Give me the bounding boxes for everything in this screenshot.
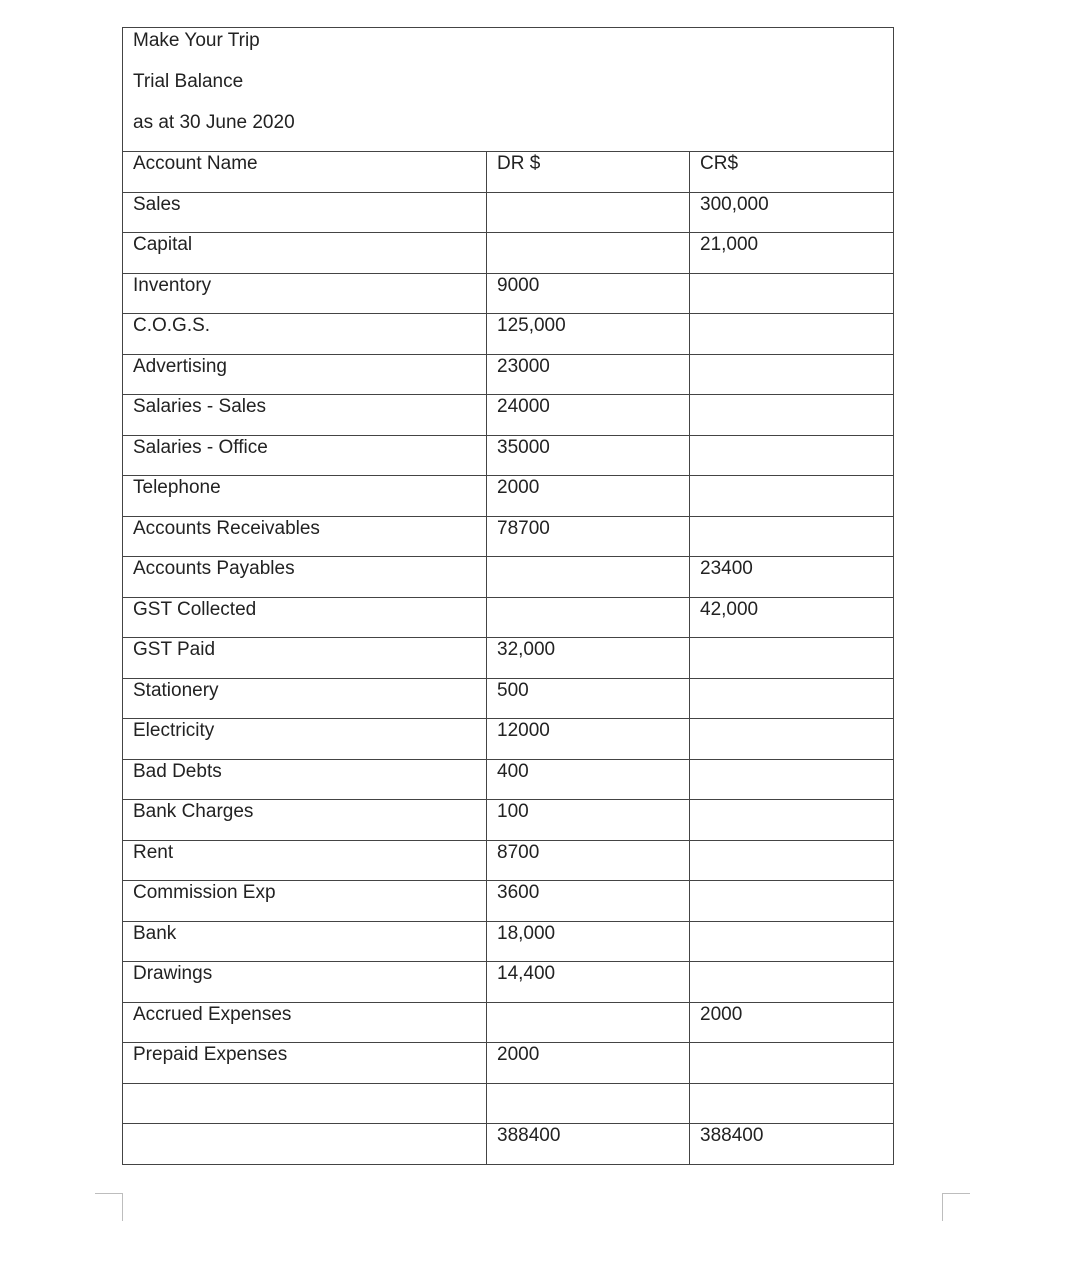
dr-cell: 100 [487, 800, 690, 841]
table-row [123, 557, 894, 598]
cr-cell [690, 435, 894, 476]
trial-balance-table [122, 27, 894, 1165]
account-cell: Capital [123, 233, 487, 274]
account-cell: GST Collected [123, 597, 487, 638]
cr-cell: 42,000 [690, 597, 894, 638]
report-title: Trial Balance [133, 71, 244, 92]
cr-cell: 300,000 [690, 192, 894, 233]
account-cell: Commission Exp [123, 881, 487, 922]
cr-cell [690, 638, 894, 679]
table-row [123, 354, 894, 395]
dr-cell: 9000 [487, 273, 690, 314]
table-row [123, 516, 894, 557]
account-cell: Sales [123, 192, 487, 233]
cr-cell [690, 921, 894, 962]
report-date: as at 30 June 2020 [133, 112, 295, 133]
cr-cell [690, 962, 894, 1003]
table-row [123, 192, 894, 233]
cr-cell: 23400 [690, 557, 894, 598]
dr-cell [487, 233, 690, 274]
totals-label-cell [123, 1124, 487, 1165]
account-cell: Accrued Expenses [123, 1002, 487, 1043]
margin-mark-right-vertical [942, 1193, 943, 1221]
dr-cell: 125,000 [487, 314, 690, 355]
table-row [123, 395, 894, 436]
account-cell: Accounts Receivables [123, 516, 487, 557]
table-row [123, 921, 894, 962]
cr-cell [690, 476, 894, 517]
table-row [123, 476, 894, 517]
table-row [123, 1043, 894, 1084]
dr-cell: 2000 [487, 1043, 690, 1084]
title-block [123, 28, 894, 152]
table-row [123, 678, 894, 719]
cr-cell [690, 881, 894, 922]
header-row [123, 152, 894, 193]
cr-cell [690, 1083, 894, 1124]
margin-mark-left-horizontal [95, 1193, 123, 1194]
dr-cell: 12000 [487, 719, 690, 760]
table-row [123, 435, 894, 476]
table-row [123, 597, 894, 638]
table-row [123, 759, 894, 800]
cr-cell [690, 354, 894, 395]
dr-cell [487, 557, 690, 598]
account-cell [123, 1083, 487, 1124]
account-cell: Bank Charges [123, 800, 487, 841]
cr-cell: 21,000 [690, 233, 894, 274]
dr-cell [487, 597, 690, 638]
dr-cell: 35000 [487, 435, 690, 476]
dr-cell: 14,400 [487, 962, 690, 1003]
cr-cell [690, 516, 894, 557]
dr-cell: 24000 [487, 395, 690, 436]
dr-cell: 500 [487, 678, 690, 719]
cr-cell: 2000 [690, 1002, 894, 1043]
table-row [123, 962, 894, 1003]
account-cell: Advertising [123, 354, 487, 395]
dr-cell: 2000 [487, 476, 690, 517]
account-cell: Drawings [123, 962, 487, 1003]
dr-cell: 32,000 [487, 638, 690, 679]
table-row [123, 840, 894, 881]
company-name: Make Your Trip [133, 30, 260, 51]
account-cell: Electricity [123, 719, 487, 760]
account-cell: Salaries - Sales [123, 395, 487, 436]
account-cell: Rent [123, 840, 487, 881]
account-cell: Bank [123, 921, 487, 962]
dr-cell [487, 1002, 690, 1043]
account-cell: Accounts Payables [123, 557, 487, 598]
total-dr-cell: 388400 [487, 1124, 690, 1165]
cr-cell [690, 1043, 894, 1084]
dr-cell [487, 1083, 690, 1124]
cr-cell [690, 840, 894, 881]
title-row [123, 28, 894, 152]
total-cr-cell: 388400 [690, 1124, 894, 1165]
cr-cell [690, 314, 894, 355]
account-cell: Stationery [123, 678, 487, 719]
cr-cell [690, 800, 894, 841]
dr-cell: 400 [487, 759, 690, 800]
header-dr: DR $ [487, 152, 690, 193]
table-row [123, 273, 894, 314]
table-row [123, 314, 894, 355]
dr-cell: 23000 [487, 354, 690, 395]
account-cell: Inventory [123, 273, 487, 314]
cr-cell [690, 678, 894, 719]
table-row [123, 638, 894, 679]
table-row [123, 800, 894, 841]
table-row [123, 719, 894, 760]
table-row [123, 1083, 894, 1124]
cr-cell [690, 395, 894, 436]
dr-cell: 3600 [487, 881, 690, 922]
cr-cell [690, 273, 894, 314]
account-cell: Bad Debts [123, 759, 487, 800]
dr-cell: 78700 [487, 516, 690, 557]
dr-cell: 8700 [487, 840, 690, 881]
account-cell: Prepaid Expenses [123, 1043, 487, 1084]
account-cell: GST Paid [123, 638, 487, 679]
margin-mark-left-vertical [122, 1193, 123, 1221]
account-cell: Telephone [123, 476, 487, 517]
header-account-name: Account Name [123, 152, 487, 193]
totals-row [123, 1124, 894, 1165]
dr-cell [487, 192, 690, 233]
table-row [123, 1002, 894, 1043]
header-cr: CR$ [690, 152, 894, 193]
table-row [123, 233, 894, 274]
account-cell: Salaries - Office [123, 435, 487, 476]
cr-cell [690, 719, 894, 760]
account-cell: C.O.G.S. [123, 314, 487, 355]
table-row [123, 881, 894, 922]
cr-cell [690, 759, 894, 800]
margin-mark-right-horizontal [942, 1193, 970, 1194]
dr-cell: 18,000 [487, 921, 690, 962]
